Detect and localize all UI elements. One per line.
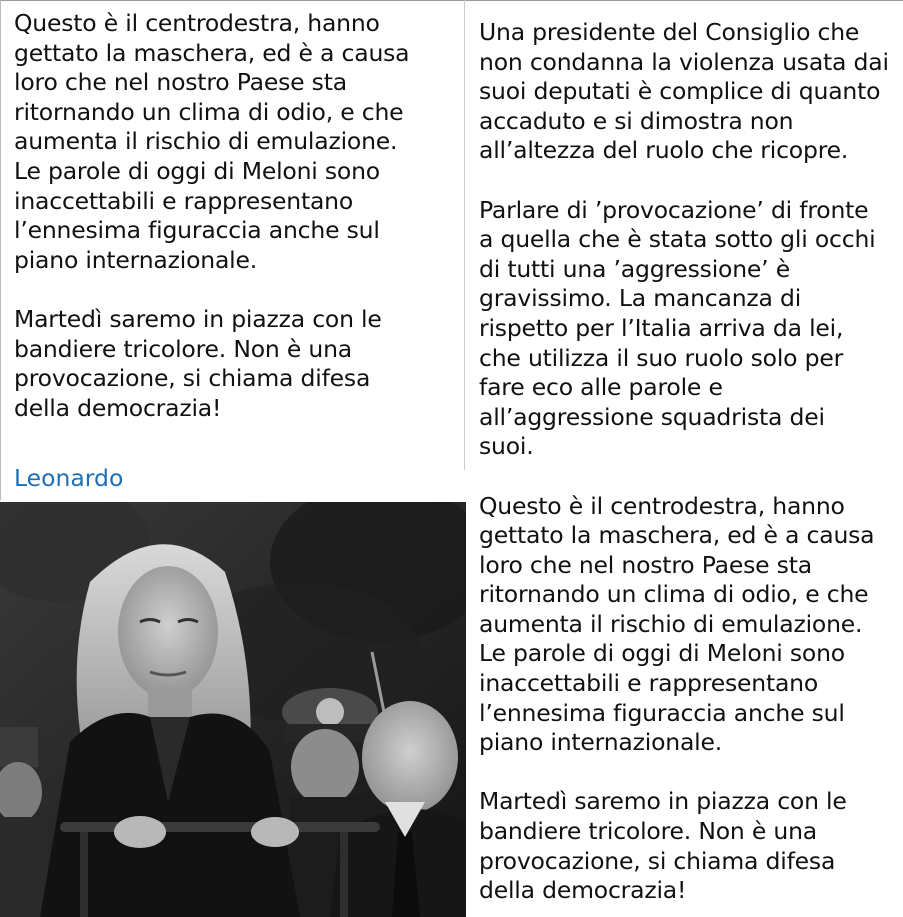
text-line: bandiere tricolore. Non è una — [479, 817, 817, 846]
text-line: gravissimo. La mancanza di — [479, 284, 802, 313]
text-line: della democrazia! — [14, 393, 222, 422]
left-paragraph-2 — [14, 305, 409, 423]
column-divider — [464, 0, 465, 470]
text-line: inaccettabili e rappresentano — [479, 669, 819, 698]
paragraph-gap — [479, 758, 889, 788]
right-paragraph-3 — [479, 492, 889, 758]
paragraph-gap — [479, 462, 889, 492]
text-line: gettato la maschera, ed è a causa — [479, 521, 875, 550]
text-line: l’ennesima figuraccia anche sul — [14, 216, 380, 245]
text-line: provocazione, si chiama difesa — [14, 364, 371, 393]
text-line: piano internazionale. — [479, 728, 723, 757]
text-line: di tutti una ’aggressione’ è — [479, 254, 790, 283]
text-line: rispetto per l’Italia arriva da lei, — [479, 313, 844, 342]
text-line: ritornando un clima di odio, e che — [14, 97, 404, 126]
text-line: loro che nel nostro Paese sta — [14, 68, 347, 97]
text-line: gettato la maschera, ed è a causa — [14, 38, 410, 67]
text-line: all’altezza del ruolo che ricopre. — [479, 136, 849, 165]
text-line: Una presidente del Consiglio che — [479, 18, 860, 46]
text-line: l’ennesima figuraccia anche sul — [479, 698, 845, 727]
text-line: aumenta il rischio di emulazione. — [14, 127, 398, 156]
text-line: inaccettabili e rappresentano — [14, 186, 354, 215]
right-text-column — [479, 18, 889, 906]
paragraph-gap — [479, 166, 889, 196]
text-line: suoi deputati è complice di quanto — [479, 77, 881, 106]
text-line: fare eco alle parole e — [479, 373, 723, 402]
left-text-column — [14, 9, 409, 423]
right-paragraph-2 — [479, 196, 889, 462]
left-paragraph-1 — [14, 9, 409, 275]
text-line: Parlare di ’provocazione’ di fronte — [479, 195, 869, 224]
text-line: piano internazionale. — [14, 245, 258, 274]
text-line: Martedì saremo in piazza con le — [479, 787, 847, 816]
text-line: provocazione, si chiama difesa — [479, 846, 836, 875]
text-line: ritornando un clima di odio, e che — [479, 580, 869, 609]
text-line: Questo è il centrodestra, hanno — [14, 9, 380, 37]
text-line: Le parole di oggi di Meloni sono — [479, 639, 845, 668]
news-photo — [0, 502, 466, 917]
right-paragraph-1 — [479, 18, 889, 166]
text-line: Le parole di oggi di Meloni sono — [14, 156, 380, 185]
text-line: non condanna la violenza usata dai — [479, 47, 889, 76]
text-line: loro che nel nostro Paese sta — [479, 550, 812, 579]
top-border — [0, 0, 903, 1]
text-line: bandiere tricolore. Non è una — [14, 334, 352, 363]
signature-name: Leonardo — [14, 464, 124, 492]
text-line: aumenta il rischio di emulazione. — [479, 609, 863, 638]
paragraph-gap — [14, 275, 409, 305]
text-line: Questo è il centrodestra, hanno — [479, 491, 845, 520]
text-line: a quella che è stata sotto gli occhi — [479, 225, 876, 254]
right-paragraph-4 — [479, 787, 889, 905]
text-line: suoi. — [479, 432, 534, 461]
text-line: all’aggressione squadrista dei — [479, 402, 825, 431]
text-line: accaduto e si dimostra non — [479, 106, 794, 135]
left-border — [0, 0, 1, 500]
text-line: Martedì saremo in piazza con le — [14, 304, 382, 333]
text-line: che utilizza il suo ruolo solo per — [479, 343, 844, 372]
text-line: della democrazia! — [479, 876, 687, 905]
